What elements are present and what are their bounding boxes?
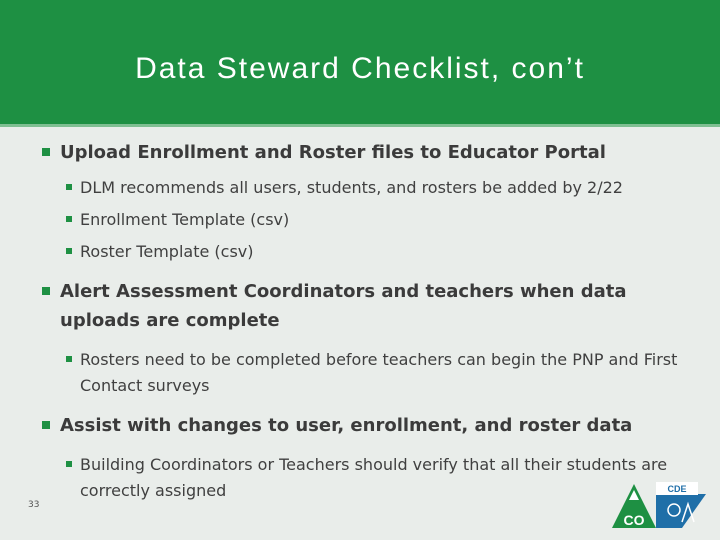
sub-bullet-text: Rosters need to be completed before teachers can begin the PNP and First Contact surveys: [80, 350, 678, 395]
sub-bullet-3-1: [38, 452, 698, 504]
slide-title: Data Steward Checklist, con’t: [135, 52, 585, 85]
bullet-text: Assist with changes to user, enrollment, and roster data: [60, 415, 633, 436]
sub-bullet-marker: [66, 248, 72, 254]
bullet-marker: [42, 148, 50, 156]
logo-co-text: CO: [623, 512, 645, 528]
sub-bullet-text: Roster Template (csv): [80, 242, 254, 261]
sub-bullet-marker: [66, 461, 72, 467]
sub-bullet-text: DLM recommends all users, students, and rosters be added by 2/22: [80, 178, 623, 197]
cde-colorado-logo: [612, 482, 706, 530]
logo-blue-shape: [656, 494, 706, 528]
page-number: 33: [28, 500, 40, 510]
bullet-text: Upload Enrollment and Roster files to Educator Portal: [60, 142, 606, 163]
bullet-3: [38, 411, 698, 440]
bullet-marker: [42, 421, 50, 429]
sub-bullet-marker: [66, 356, 72, 362]
sub-bullet-1-2: [38, 207, 698, 233]
bullet-1: [38, 138, 698, 167]
logo-cde-text: CDE: [667, 484, 687, 494]
sub-bullet-1-1: [38, 175, 698, 201]
bullet-text: Alert Assessment Coordinators and teachers when data uploads are complete: [60, 281, 627, 331]
slide-header: [0, 0, 720, 127]
sub-bullet-marker: [66, 216, 72, 222]
sub-bullet-2-1: [38, 347, 698, 399]
sub-bullet-text: Enrollment Template (csv): [80, 210, 290, 229]
slide-body: [38, 138, 698, 504]
bullet-2: [38, 277, 638, 335]
bullet-marker: [42, 287, 50, 295]
sub-bullet-1-3: [38, 239, 698, 265]
sub-bullet-marker: [66, 184, 72, 190]
sub-bullet-text: Building Coordinators or Teachers should verify that all their students are correctly assigned: [80, 455, 668, 500]
